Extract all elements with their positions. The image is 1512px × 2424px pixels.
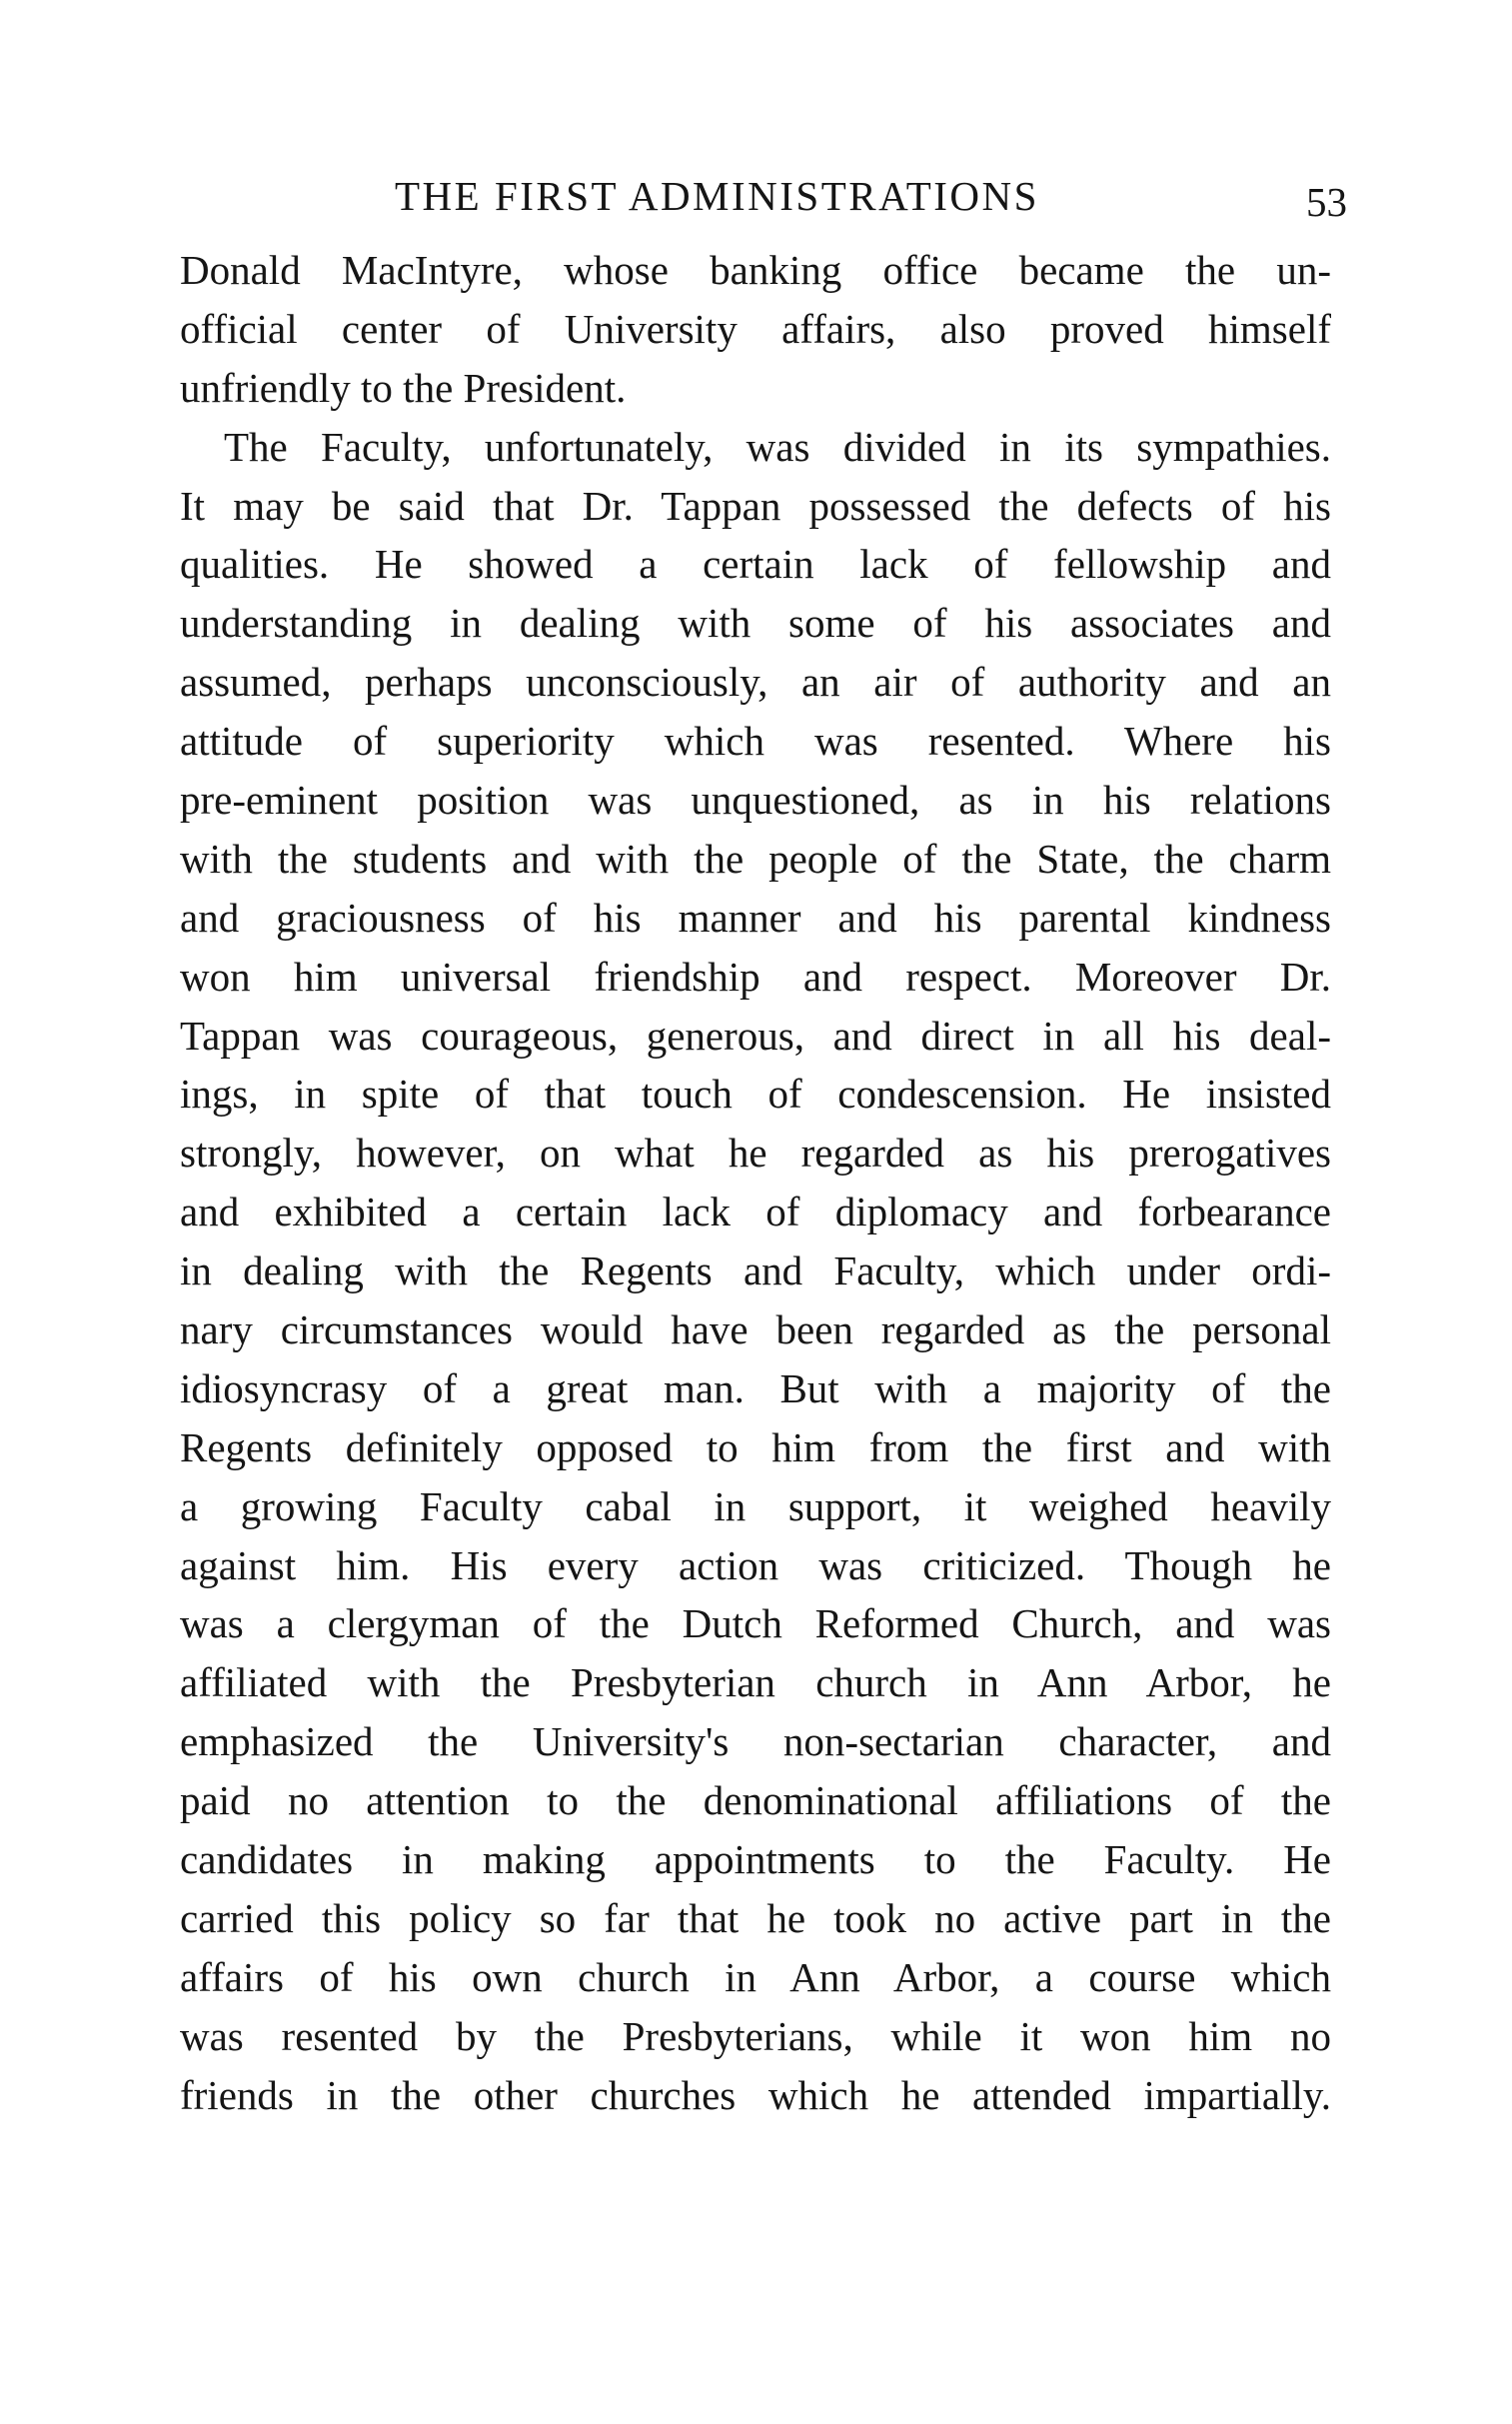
text-line: was a clergyman of the Dutch Reformed Church, and was xyxy=(180,1600,1331,1647)
text-line: friends in the other churches which he attended impartially. xyxy=(180,2071,1331,2118)
body-text xyxy=(180,241,1331,2125)
text-line: a growing Faculty cabal in support, it weighed heavily xyxy=(180,1482,1331,1529)
text-line: understanding in dealing with some of his associates and xyxy=(180,600,1331,647)
text-line: Regents definitely opposed to him from the first and with xyxy=(180,1423,1331,1470)
text-line: Tappan was courageous, generous, and direct in all his deal- xyxy=(180,1012,1331,1059)
text-line: in dealing with the Regents and Faculty, which under ordi- xyxy=(180,1247,1331,1294)
text-line: candidates in making appointments to the Faculty. He xyxy=(180,1836,1331,1883)
text-line: unfriendly to the President. xyxy=(180,364,627,411)
text-line: assumed, perhaps unconsciously, an air of authority and an xyxy=(180,659,1331,706)
text-line: affairs of his own church in Ann Arbor, a course which xyxy=(180,1953,1331,2000)
text-line: It may be said that Dr. Tappan possessed the defects of his xyxy=(180,482,1331,529)
text-line: won him universal friendship and respect. Moreover Dr. xyxy=(180,953,1331,1000)
text-line: carried this policy so far that he took no active part in the xyxy=(180,1894,1331,1941)
text-line: official center of University affairs, also proved himself xyxy=(180,305,1331,352)
text-line: pre-eminent position was unquestioned, as in his relations xyxy=(180,777,1331,824)
chapter-title: THE FIRST ADMINISTRATIONS xyxy=(395,173,1039,219)
text-line: nary circumstances would have been regarded as the personal xyxy=(180,1306,1331,1353)
text-line: attitude of superiority which was resented. Where his xyxy=(180,718,1331,765)
text-line: paid no attention to the denominational affiliations of the xyxy=(180,1777,1331,1824)
text-line: affiliated with the Presbyterian church in Ann Arbor, he xyxy=(180,1659,1331,1706)
text-line: The Faculty, unfortunately, was divided in its sympathies. xyxy=(224,423,1331,470)
page-number: 53 xyxy=(1306,179,1347,225)
running-head xyxy=(180,166,1347,226)
text-line: against him. His every action was criticized. Though he xyxy=(180,1541,1331,1588)
text-line: and graciousness of his manner and his parental kindness xyxy=(180,894,1331,941)
text-line: Donald MacIntyre, whose banking office became the un- xyxy=(180,247,1331,293)
text-line: with the students and with the people of the State, the charm xyxy=(180,835,1331,882)
text-line: was resented by the Presbyterians, while it won him no xyxy=(180,2012,1331,2059)
text-line: strongly, however, on what he regarded as his prerogatives xyxy=(180,1130,1331,1177)
text-line: emphasized the University's non-sectarian character, and xyxy=(180,1718,1331,1765)
text-line: ings, in spite of that touch of condescension. He insisted xyxy=(180,1071,1331,1118)
text-line: idiosyncrasy of a great man. But with a majority of the xyxy=(180,1364,1331,1411)
text-line: qualities. He showed a certain lack of fellowship and xyxy=(180,541,1331,588)
text-line: and exhibited a certain lack of diplomacy and forbearance xyxy=(180,1189,1331,1235)
